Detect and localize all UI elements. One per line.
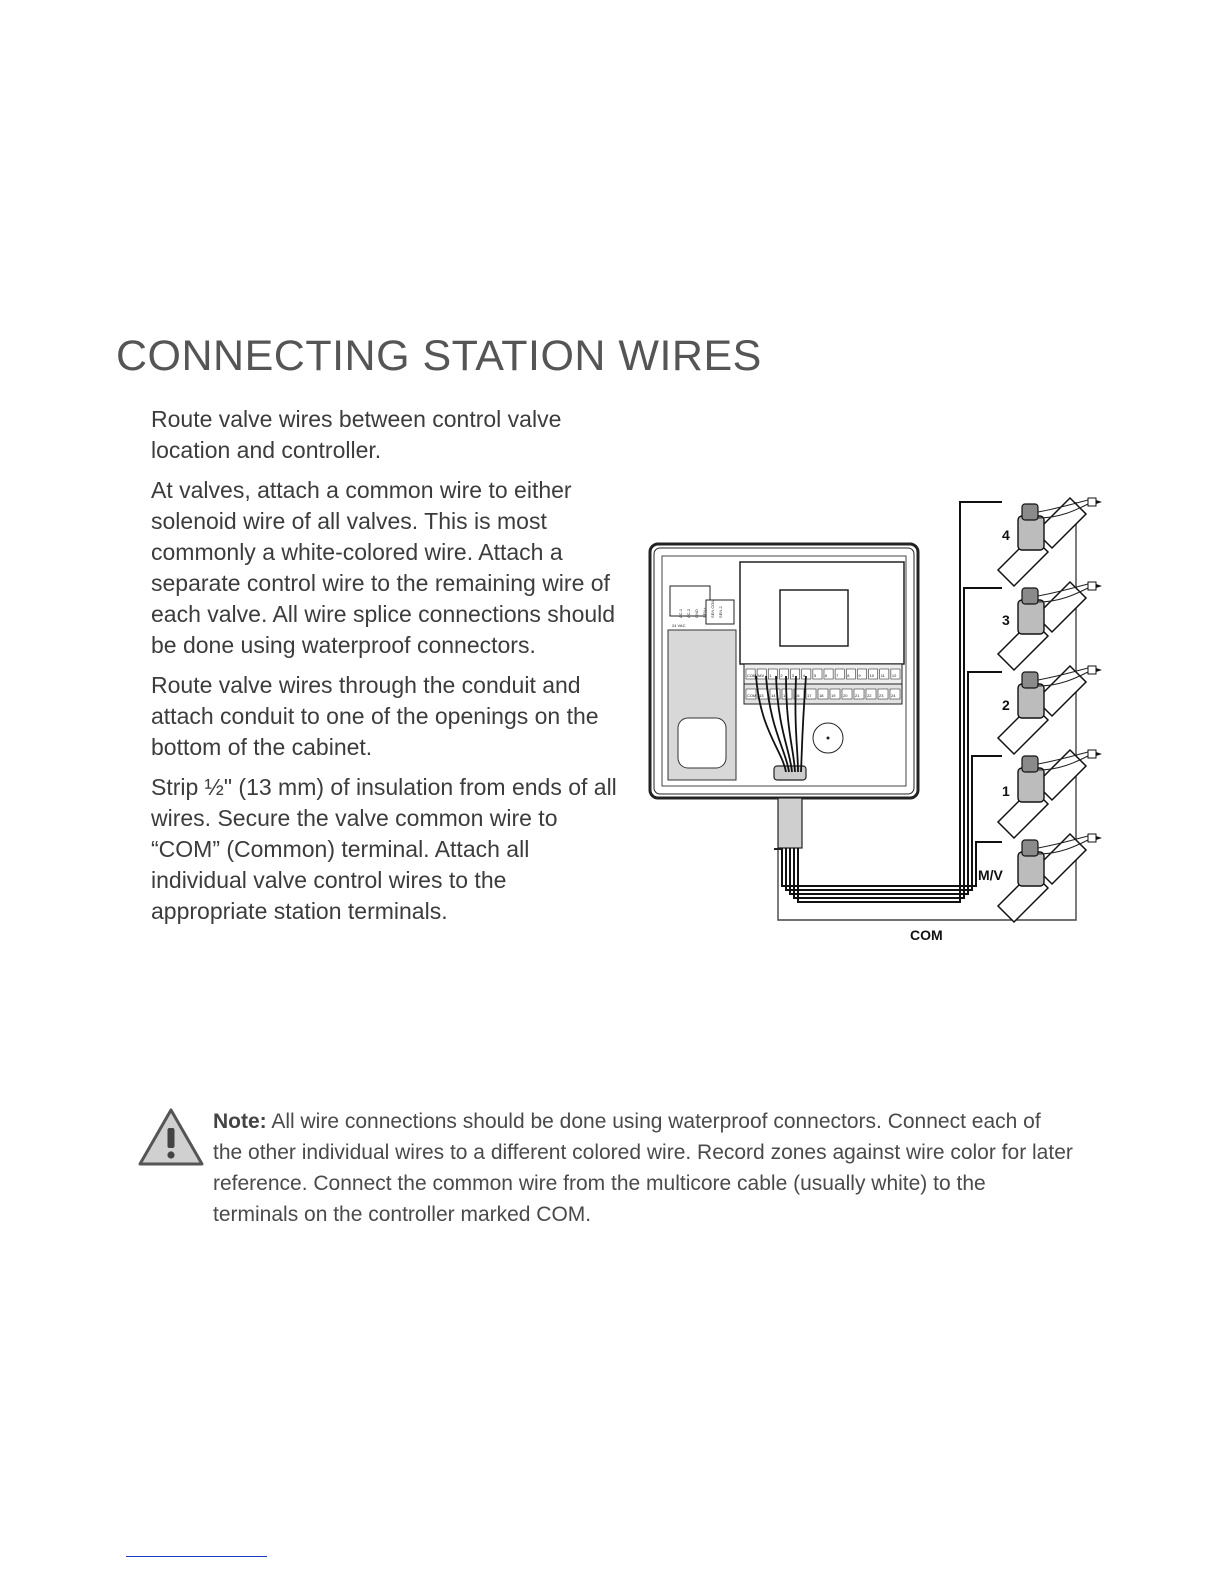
bottom-terminal-label: 17 xyxy=(807,693,812,698)
conduit-fitting xyxy=(774,766,806,848)
bottom-terminal-label: 14 xyxy=(771,693,776,698)
step-1: Route valve wires between control valve location and controller. xyxy=(151,406,562,463)
top-terminal-label: 2 xyxy=(780,673,783,678)
board-label-sen-plus: SEN+ xyxy=(702,607,707,618)
front-panel xyxy=(740,562,904,664)
top-terminal-label: 7 xyxy=(836,673,839,678)
valve xyxy=(998,750,1102,838)
bottom-terminal-label: 18 xyxy=(819,693,824,698)
top-terminal-label: 4 xyxy=(802,673,805,678)
top-terminal-label: 6 xyxy=(825,673,828,678)
step-3: Route valve wires through the conduit and attach conduit to one of the openings on the bottom of the cabinet. xyxy=(151,672,599,760)
board-label-sen-2: SEN-2 xyxy=(718,606,723,618)
board-label-gnd: GND xyxy=(694,609,699,618)
bottom-terminal-label: 16 xyxy=(795,693,800,698)
bottom-terminal-label: 21 xyxy=(855,693,860,698)
valve-label-3: 3 xyxy=(1002,612,1010,628)
step-4: Strip ½" (13 mm) of insulation from ends of all wires. Secure the valve common wire to “COM” (Common) terminal. Attach all individual valve control wires to the appropriate station terminals. xyxy=(151,774,617,924)
top-terminal-label: MV xyxy=(758,673,765,678)
instruction-steps xyxy=(151,404,626,936)
top-terminal-label: 9 xyxy=(858,673,861,678)
note-label: Note: xyxy=(213,1110,267,1133)
board-label-sen-com: SEN COM xyxy=(710,599,715,618)
valve-label-2: 2 xyxy=(1002,697,1010,713)
valve-label-1: 1 xyxy=(1002,783,1010,799)
warning-triangle-icon xyxy=(136,1106,206,1168)
bottom-terminal-label: 22 xyxy=(867,693,872,698)
top-terminal-label: 3 xyxy=(791,673,794,678)
bottom-terminal-label: 24 xyxy=(891,693,896,698)
bottom-terminal-label: 23 xyxy=(879,693,884,698)
top-terminal-label: 10 xyxy=(869,673,875,678)
note-text xyxy=(213,1106,1073,1230)
valve-label-mv: M/V xyxy=(978,867,1003,883)
valve-label-4: 4 xyxy=(1002,527,1010,543)
valve xyxy=(998,666,1102,754)
top-terminal-label: COM xyxy=(747,673,757,678)
footer-rule xyxy=(126,1556,267,1557)
note-body: All wire connections should be done using waterproof connectors. Connect each of the other individual wires to a different colored wire. Record zones against wire color for later reference. Connect the common wire from the multicore cable (usually white) to the terminals on the controller marked COM. xyxy=(213,1110,1073,1226)
bottom-terminal-label: 15 xyxy=(783,693,788,698)
bottom-terminal-label: 20 xyxy=(843,693,848,698)
com-label: COM xyxy=(910,927,943,943)
page-title: CONNECTING STATION WIRES xyxy=(116,332,762,380)
valve-group xyxy=(998,498,1102,922)
bottom-terminal-label: 13 xyxy=(759,693,764,698)
step-2: At valves, attach a common wire to either solenoid wire of all valves. This is most commonly a white-colored wire. Attach a separate control wire to the remaining wire of each valve. All wire splice connections should be done using waterproof connectors. xyxy=(151,477,616,658)
board-label-ac1: AC-1 xyxy=(678,608,683,618)
top-terminal-label: 1 xyxy=(769,673,772,678)
bottom-terminal-label: COM xyxy=(747,693,757,698)
board-label-ac2: AC-2 xyxy=(686,608,691,618)
valve xyxy=(998,834,1102,922)
valve xyxy=(998,498,1102,586)
valve xyxy=(998,582,1102,670)
board-label-24vac: 24 VAC xyxy=(672,623,686,628)
top-terminal-label: 5 xyxy=(813,673,817,678)
top-terminal-label: 11 xyxy=(880,673,885,678)
top-terminal-label: 8 xyxy=(847,673,850,678)
bottom-terminal-label: 19 xyxy=(831,693,836,698)
top-terminal-label: 12 xyxy=(891,673,897,678)
wiring-diagram xyxy=(640,490,1110,950)
